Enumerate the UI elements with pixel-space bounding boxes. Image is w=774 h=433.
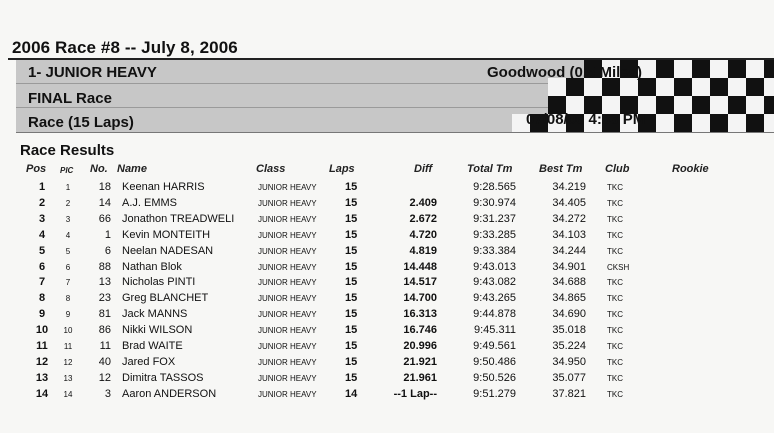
cell-total: 9:33.384 — [473, 244, 516, 257]
cell-pic: 1 — [65, 183, 71, 192]
cell-diff: 16.746 — [403, 324, 437, 337]
flag-square — [656, 78, 674, 96]
cell-laps: 15 — [345, 340, 358, 352]
cell-pic: 4 — [65, 230, 71, 240]
cell-class: JUNIOR HEAVY — [258, 214, 317, 224]
cell-pic: 14 — [63, 389, 73, 399]
cell-diff: 21.921 — [403, 355, 437, 368]
flag-square — [674, 78, 692, 96]
cell-class: JUNIOR HEAVY — [258, 310, 317, 320]
cell-pos: 12 — [35, 355, 49, 368]
cell-name: Brad WAITE — [122, 340, 183, 352]
flag-square — [710, 114, 728, 132]
flag-square — [764, 96, 774, 114]
flag-square — [710, 78, 728, 96]
flag-square — [728, 114, 746, 132]
flag-square — [656, 96, 674, 114]
cell-pos: 7 — [38, 276, 46, 289]
cell-no: 6 — [104, 244, 111, 257]
cell-pos: 1 — [38, 181, 46, 193]
cell-total: 9:43.013 — [473, 260, 516, 273]
flag-square — [728, 78, 746, 96]
cell-total: 9:51.279 — [473, 387, 516, 400]
cell-club: TKC — [607, 342, 623, 351]
cell-total: 9:31.237 — [473, 212, 516, 225]
cell-laps: 15 — [345, 212, 358, 225]
cell-club: TKC — [607, 198, 623, 208]
table-row — [0, 308, 774, 324]
flag-square — [692, 60, 710, 78]
cell-pos: 8 — [38, 292, 46, 305]
cell-best: 34.901 — [552, 260, 586, 273]
cell-diff: 16.313 — [403, 308, 437, 321]
cell-name: Jonathon TREADWELI — [122, 212, 235, 225]
cell-total: 9:33.285 — [473, 228, 516, 241]
cell-no: 86 — [98, 324, 111, 337]
flag-square — [674, 60, 692, 78]
cell-laps: 15 — [345, 292, 358, 305]
table-row — [0, 261, 774, 277]
col-header-no: No. — [90, 163, 108, 175]
class-line: 1- JUNIOR HEAVY — [28, 64, 157, 81]
flag-square — [746, 60, 764, 78]
flag-square — [656, 114, 674, 132]
table-row — [0, 276, 774, 292]
cell-pic: 2 — [65, 198, 71, 208]
cell-laps: 15 — [345, 308, 358, 321]
cell-pic: 5 — [65, 246, 71, 256]
cell-no: 1 — [104, 228, 111, 241]
flag-square — [692, 78, 710, 96]
flag-square — [710, 60, 728, 78]
cell-pic: 10 — [63, 326, 73, 336]
cell-total: 9:30.974 — [473, 196, 516, 209]
cell-diff: --1 Lap-- — [393, 387, 437, 400]
cell-club: TKC — [607, 230, 623, 240]
cell-name: Neelan NADESAN — [122, 244, 214, 257]
cell-name: Nikki WILSON — [122, 324, 193, 337]
col-header-best: Best Tm — [539, 163, 583, 175]
cell-laps: 15 — [345, 260, 358, 273]
col-header-class: Class — [256, 163, 286, 175]
cell-class: JUNIOR HEAVY — [258, 246, 317, 256]
cell-diff: 14.448 — [403, 260, 437, 273]
cell-laps: 14 — [345, 387, 358, 400]
cell-best: 34.405 — [552, 196, 586, 209]
cell-pos: 5 — [38, 244, 46, 257]
cell-laps: 15 — [345, 371, 358, 384]
flag-square — [710, 96, 728, 114]
cell-name: A.J. EMMS — [122, 196, 178, 209]
cell-laps: 15 — [345, 228, 358, 241]
cell-club: TKC — [607, 294, 623, 304]
cell-diff: 4.819 — [409, 244, 437, 257]
col-header-total: Total Tm — [467, 163, 513, 175]
flag-square — [746, 96, 764, 114]
cell-pic: 12 — [63, 357, 73, 367]
col-header-diff: Diff — [414, 163, 433, 175]
cell-class: JUNIOR HEAVY — [258, 262, 317, 272]
table-row — [0, 356, 774, 372]
cell-club: TKC — [607, 183, 623, 192]
flag-square — [764, 78, 774, 96]
cell-pos: 10 — [35, 324, 49, 337]
cell-no: 23 — [98, 292, 111, 305]
cell-total: 9:50.526 — [473, 371, 516, 384]
cell-best: 35.018 — [552, 324, 586, 337]
cell-club: TKC — [607, 357, 623, 367]
cell-total: 9:43.265 — [473, 292, 516, 305]
section-title: Race Results — [20, 142, 115, 159]
session-line: FINAL Race — [28, 90, 112, 107]
page-title: 2006 Race #8 -- July 8, 2006 — [12, 38, 238, 57]
cell-best: 34.272 — [552, 212, 586, 225]
cell-club: TKC — [607, 389, 623, 399]
cell-best: 34.103 — [552, 228, 586, 241]
cell-best: 34.244 — [552, 244, 586, 257]
cell-pos: 13 — [35, 371, 49, 384]
cell-total: 9:45.311 — [473, 324, 516, 337]
cell-total: 9:43.082 — [473, 276, 516, 289]
flag-square — [674, 114, 692, 132]
cell-class: JUNIOR HEAVY — [258, 230, 317, 240]
table-row — [0, 388, 774, 404]
cell-pos: 4 — [38, 228, 46, 241]
cell-pos: 2 — [38, 196, 46, 209]
cell-name: Nicholas PINTI — [122, 276, 196, 289]
cell-diff: 21.961 — [403, 371, 437, 384]
cell-pic: 13 — [63, 373, 73, 383]
cell-pic: 3 — [65, 214, 71, 224]
cell-best: 34.219 — [552, 181, 586, 193]
cell-no: 3 — [104, 387, 111, 400]
cell-no: 18 — [98, 181, 111, 193]
cell-best: 34.865 — [552, 292, 586, 305]
cell-laps: 15 — [345, 181, 358, 193]
cell-no: 88 — [98, 260, 111, 273]
cell-no: 40 — [98, 355, 111, 368]
table-row — [0, 181, 774, 197]
cell-class: JUNIOR HEAVY — [258, 357, 317, 367]
cell-best: 35.077 — [552, 371, 586, 384]
cell-pos: 6 — [38, 260, 46, 273]
cell-diff: 2.672 — [409, 212, 437, 225]
cell-diff: 4.720 — [409, 228, 437, 241]
cell-name: Aaron ANDERSON — [122, 387, 217, 400]
cell-name: Greg BLANCHET — [122, 292, 209, 305]
race-datetime: 07/08/06 4:33 PM — [526, 111, 646, 128]
cell-pic: 11 — [63, 342, 73, 351]
table-row — [0, 372, 774, 388]
cell-laps: 15 — [345, 324, 358, 337]
cell-name: Keenan HARRIS — [122, 181, 205, 193]
cell-pos: 14 — [35, 387, 49, 400]
cell-pic: 7 — [65, 278, 71, 288]
cell-pic: 9 — [65, 310, 71, 320]
table-row — [0, 324, 774, 340]
cell-club: TKC — [607, 373, 623, 383]
cell-class: JUNIOR HEAVY — [258, 198, 317, 208]
cell-diff: 14.517 — [403, 276, 437, 289]
cell-best: 34.690 — [552, 308, 586, 321]
cell-total: 9:28.565 — [473, 181, 516, 193]
cell-class: JUNIOR HEAVY — [258, 183, 317, 192]
cell-total: 9:49.561 — [473, 340, 516, 352]
race-line: Race (15 Laps) — [28, 114, 134, 131]
cell-name: Nathan Blok — [122, 260, 182, 273]
cell-laps: 15 — [345, 355, 358, 368]
cell-best: 35.224 — [552, 340, 586, 352]
table-row — [0, 292, 774, 308]
col-header-rookie: Rookie — [672, 163, 709, 175]
cell-diff: 2.409 — [409, 196, 437, 209]
cell-name: Jack MANNS — [122, 308, 188, 321]
cell-laps: 15 — [345, 244, 358, 257]
cell-name: Kevin MONTEITH — [122, 228, 211, 241]
col-header-club: Club — [605, 163, 630, 175]
flag-square — [656, 60, 674, 78]
col-header-name: Name — [117, 163, 147, 175]
cell-laps: 15 — [345, 276, 358, 289]
col-header-pic: PIC — [60, 166, 74, 175]
flag-square — [728, 96, 746, 114]
table-row — [0, 197, 774, 213]
cell-club: TKC — [607, 214, 623, 224]
cell-club: TKC — [607, 246, 623, 256]
cell-class: JUNIOR HEAVY — [258, 278, 317, 288]
cell-best: 37.821 — [552, 387, 586, 400]
cell-class: JUNIOR HEAVY — [258, 389, 317, 399]
cell-club: CKSH — [607, 262, 630, 272]
cell-pic: 6 — [65, 262, 71, 272]
cell-laps: 15 — [345, 196, 358, 209]
flag-square — [764, 60, 774, 78]
cell-no: 11 — [99, 340, 111, 352]
table-row — [0, 245, 774, 261]
cell-pic: 8 — [65, 294, 71, 304]
flag-square — [692, 114, 710, 132]
table-row — [0, 340, 774, 356]
cell-class: JUNIOR HEAVY — [258, 373, 317, 383]
cell-diff: 20.996 — [403, 340, 437, 352]
cell-no: 66 — [98, 212, 111, 225]
flag-square — [746, 114, 764, 132]
table-row — [0, 213, 774, 229]
flag-square — [728, 60, 746, 78]
cell-no: 81 — [98, 308, 111, 321]
cell-name: Jared FOX — [122, 355, 176, 368]
cell-club: TKC — [607, 326, 623, 336]
flag-square — [674, 96, 692, 114]
flag-square — [692, 96, 710, 114]
cell-class: JUNIOR HEAVY — [258, 326, 317, 336]
cell-diff: 14.700 — [403, 292, 437, 305]
flag-square — [764, 114, 774, 132]
cell-class: JUNIOR HEAVY — [258, 342, 317, 351]
track-name: Goodwood (0.5 Miles) — [487, 64, 643, 81]
flag-square — [746, 78, 764, 96]
cell-club: TKC — [607, 278, 623, 288]
table-row — [0, 229, 774, 245]
cell-name: Dimitra TASSOS — [122, 371, 204, 384]
cell-class: JUNIOR HEAVY — [258, 294, 317, 304]
cell-no: 13 — [98, 276, 111, 289]
cell-no: 12 — [98, 371, 111, 384]
cell-total: 9:44.878 — [473, 308, 516, 321]
cell-best: 34.950 — [552, 355, 586, 368]
cell-best: 34.688 — [552, 276, 586, 289]
cell-pos: 9 — [38, 308, 46, 321]
cell-no: 14 — [98, 196, 111, 209]
cell-club: TKC — [607, 310, 623, 320]
cell-total: 9:50.486 — [473, 355, 516, 368]
col-header-laps: Laps — [329, 163, 355, 175]
cell-pos: 11 — [36, 340, 48, 352]
col-header-pos: Pos — [26, 163, 47, 175]
cell-pos: 3 — [38, 212, 46, 225]
